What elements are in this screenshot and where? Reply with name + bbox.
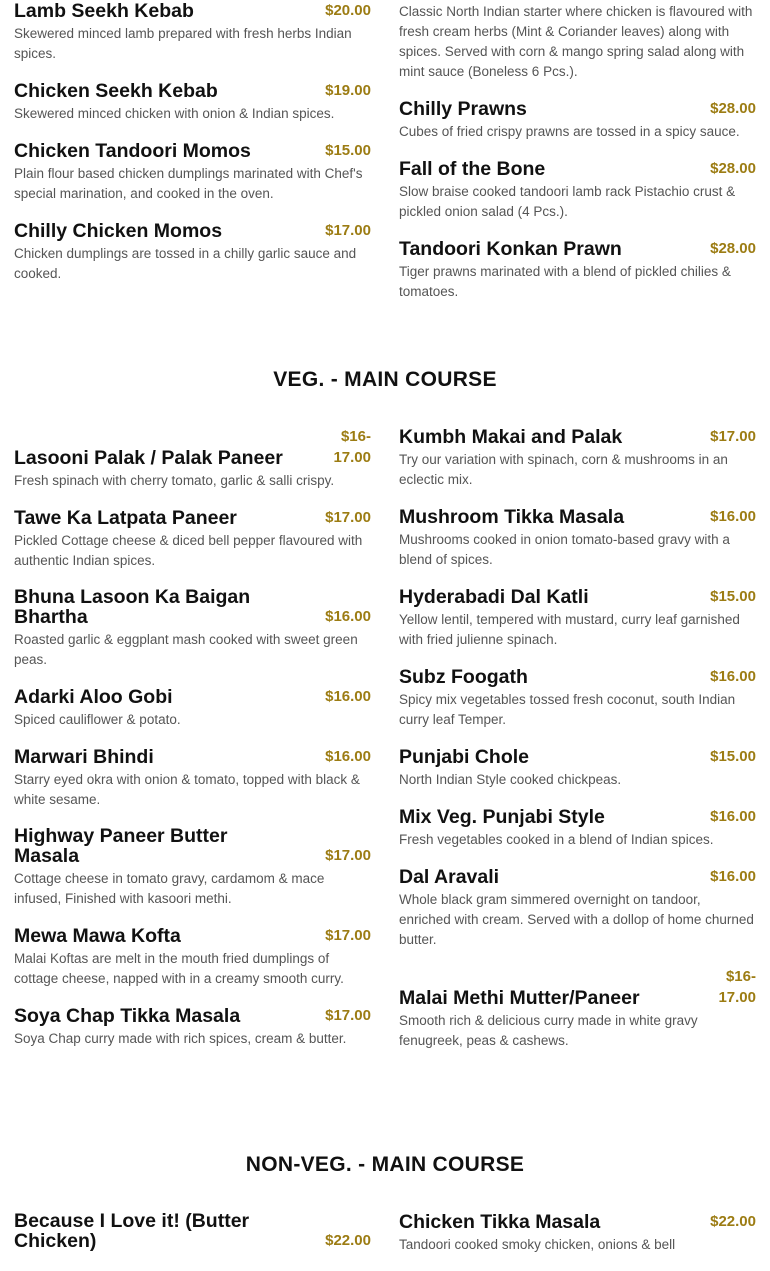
item-desc: Classic North Indian starter where chicken is flavoured with fresh cream herbs (Mint & Coriander leaves) along with spices. Served with corn & mango spring salad along with mint sauce (Boneless 6 Pcs.). — [399, 4, 753, 79]
item-name: Chicken Seekh Kebab — [14, 80, 218, 102]
menu-item — [14, 80, 371, 124]
menu-item — [399, 966, 756, 1051]
menu-item — [399, 666, 756, 730]
starters-right-column — [399, 2, 756, 318]
item-price: $16.00 — [710, 668, 756, 685]
item-price: $28.00 — [710, 100, 756, 117]
menu-item — [399, 806, 756, 850]
menu-item — [399, 426, 756, 490]
item-desc: Whole black gram simmered overnight on tandoor, enriched with cream. Served with a dollop of home churned butter. — [399, 892, 754, 947]
item-desc: Slow braise cooked tandoori lamb rack Pistachio crust & pickled onion salad (4 Pcs.). — [399, 184, 736, 219]
item-desc: Cubes of fried crispy prawns are tossed in a spicy sauce. — [399, 124, 740, 139]
item-desc: Fresh spinach with cherry tomato, garlic & salli crispy. — [14, 473, 335, 488]
menu-item — [14, 587, 371, 670]
item-price: $17.00 — [325, 1007, 371, 1024]
item-price: $16.00 — [710, 508, 756, 525]
menu-item — [399, 866, 756, 950]
menu-item — [14, 746, 371, 810]
item-name: Lasooni Palak / Palak Paneer — [14, 447, 283, 469]
menu-item — [14, 1211, 371, 1251]
item-price: $22.00 — [710, 1213, 756, 1230]
item-name: Highway Paneer Butter Masala — [14, 825, 228, 867]
item-price: $17.00 — [325, 847, 371, 864]
item-desc: Mushrooms cooked in onion tomato-based gravy with a blend of spices. — [399, 532, 730, 567]
item-price: $19.00 — [325, 82, 371, 99]
item-desc: Fresh vegetables cooked in a blend of Indian spices. — [399, 832, 714, 847]
item-name: Punjabi Chole — [399, 746, 530, 768]
menu-item — [14, 686, 371, 730]
section-title-nonveg: NON-VEG. - MAIN COURSE — [245, 1153, 525, 1176]
item-name: Adarki Aloo Gobi — [14, 686, 173, 708]
section-title-veg: VEG. - MAIN COURSE — [273, 368, 497, 391]
item-price: $28.00 — [710, 240, 756, 257]
item-name: Subz Foogath — [399, 666, 528, 688]
item-name: Soya Chap Tikka Masala — [14, 1005, 241, 1027]
item-desc: Spiced cauliflower & potato. — [14, 712, 181, 727]
item-desc: Cottage cheese in tomato gravy, cardamom & mace infused, Finished with kasoori methi. — [14, 871, 325, 906]
item-desc: Smooth rich & delicious curry made in white gravy fenugreek, peas & cashews. — [399, 1013, 698, 1048]
item-price: $17.00 — [325, 927, 371, 944]
item-desc: North Indian Style cooked chickpeas. — [399, 772, 622, 787]
menu-item — [14, 507, 371, 571]
menu-item — [399, 1211, 756, 1255]
item-price: $16- 17.00 — [333, 428, 371, 466]
item-name: Tawe Ka Latpata Paneer — [14, 507, 237, 529]
item-price: $22.00 — [325, 1232, 371, 1249]
item-desc: Skewered minced chicken with onion & Indian spices. — [14, 106, 335, 121]
item-name: Dal Aravali — [399, 866, 500, 888]
menu-item — [399, 98, 756, 142]
item-name: Chicken Tikka Masala — [399, 1211, 601, 1233]
item-price: $15.00 — [710, 588, 756, 605]
item-name: Kumbh Makai and Palak — [399, 426, 623, 448]
item-name: Chilly Prawns — [399, 98, 527, 120]
item-desc: Roasted garlic & eggplant mash cooked with sweet green peas. — [14, 632, 358, 667]
item-name: Chilly Chicken Momos — [14, 220, 223, 242]
item-price: $16- 17.00 — [718, 968, 756, 1006]
item-name: Mushroom Tikka Masala — [399, 506, 625, 528]
menu-item — [399, 238, 756, 302]
veg-left-column — [14, 426, 371, 1065]
item-desc: Plain flour based chicken dumplings marinated with Chef's special marination, and cooked in the oven. — [14, 166, 363, 201]
menu-item — [14, 925, 371, 989]
item-name: Chicken Tandoori Momos — [14, 140, 251, 162]
menu-item — [399, 746, 756, 790]
item-name: Hyderabadi Dal Katli — [399, 586, 589, 608]
menu-item — [14, 1005, 371, 1049]
item-desc: Chicken dumplings are tossed in a chilly garlic sauce and cooked. — [14, 246, 357, 281]
item-price: $20.00 — [325, 2, 371, 19]
item-name: Malai Methi Mutter/Paneer — [399, 987, 640, 1009]
item-desc: Yellow lentil, tempered with mustard, curry leaf garnished with fried julienne spinach. — [399, 612, 740, 647]
menu-item — [399, 586, 756, 650]
item-name: Because I Love it! (Butter Chicken) — [14, 1210, 250, 1252]
item-desc: Starry eyed okra with onion & tomato, topped with black & white sesame. — [14, 772, 360, 807]
menu-item — [399, 158, 756, 222]
item-name: Mewa Mawa Kofta — [14, 925, 181, 947]
menu-item — [14, 426, 371, 491]
item-price: $16.00 — [325, 608, 371, 625]
item-desc: Pickled Cottage cheese & diced bell pepper flavoured with authentic Indian spices. — [14, 533, 363, 568]
item-desc: Tandoori cooked smoky chicken, onions & bell — [399, 1237, 676, 1252]
item-desc: Tiger prawns marinated with a blend of pickled chilies & tomatoes. — [399, 264, 731, 299]
item-desc: Soya Chap curry made with rich spices, cream & butter. — [14, 1031, 347, 1046]
item-name: Fall of the Bone — [399, 158, 546, 180]
item-price: $15.00 — [325, 142, 371, 159]
item-name: Lamb Seekh Kebab — [14, 0, 194, 22]
item-name: Tandoori Konkan Prawn — [399, 238, 622, 260]
item-price: $16.00 — [325, 688, 371, 705]
item-price: $28.00 — [710, 160, 756, 177]
menu-item — [399, 506, 756, 570]
item-price: $16.00 — [710, 868, 756, 885]
item-desc: Malai Koftas are melt in the mouth fried dumplings of cottage cheese, napped with in a creamy smooth curry. — [14, 951, 344, 986]
item-desc: Skewered minced lamb prepared with fresh herbs Indian spices. — [14, 26, 352, 61]
item-price: $17.00 — [325, 222, 371, 239]
item-price: $16.00 — [710, 808, 756, 825]
item-desc: Try our variation with spinach, corn & mushrooms in an eclectic mix. — [399, 452, 728, 487]
item-price: $17.00 — [710, 428, 756, 445]
item-price: $16.00 — [325, 748, 371, 765]
veg-right-column — [399, 426, 756, 1067]
item-name: Bhuna Lasoon Ka Baigan Bhartha — [14, 586, 251, 628]
item-name: Mix Veg. Punjabi Style — [399, 806, 605, 828]
nonveg-right-column — [399, 1211, 756, 1271]
menu-item — [14, 140, 371, 204]
menu-item — [14, 826, 371, 909]
menu-item — [14, 220, 371, 284]
item-desc: Spicy mix vegetables tossed fresh coconut, south Indian curry leaf Temper. — [399, 692, 736, 727]
item-name: Marwari Bhindi — [14, 746, 154, 768]
starters-left-column — [14, 0, 371, 300]
item-price: $17.00 — [325, 509, 371, 526]
item-price: $15.00 — [710, 748, 756, 765]
menu-item — [14, 0, 371, 64]
